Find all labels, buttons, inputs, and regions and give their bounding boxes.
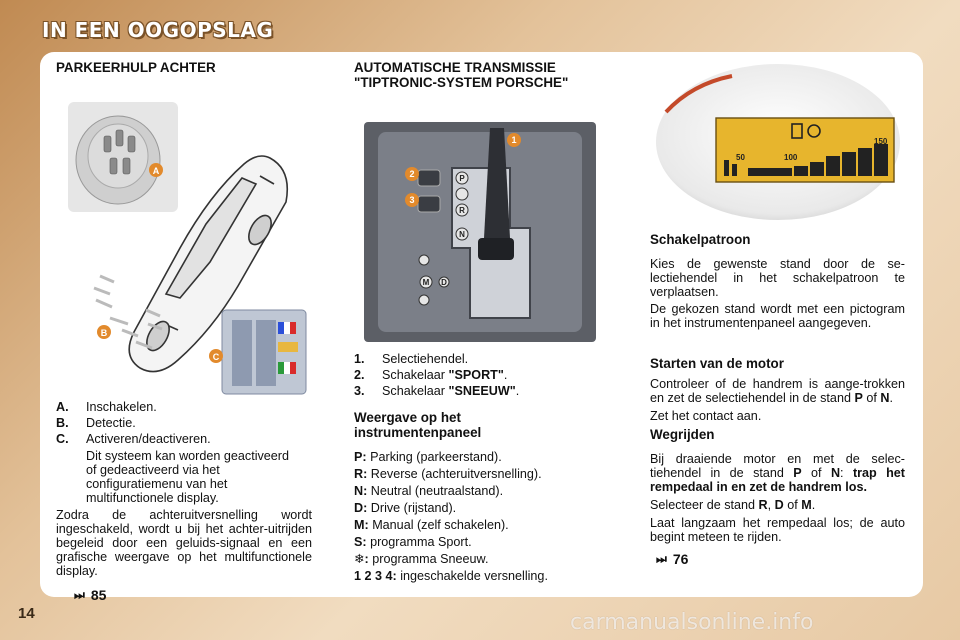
mode-d: D: Drive (rijstand). bbox=[354, 501, 457, 515]
column-driving bbox=[650, 232, 905, 566]
transmission-heading: AUTOMATISCHE TRANSMISSIE "TIPTRONIC-SYSTEM PORSCHE" bbox=[354, 60, 569, 90]
display-subheading: Weergave op het instrumentenpaneel bbox=[354, 410, 482, 440]
page-ref-arrow-icon: ⏭ bbox=[656, 552, 667, 566]
parking-paragraph: Zodra de achteruitversnelling wordt ingeschakeld, wordt u bij het achter-uitrijden begeleid door een geluids-signaal en een grafische weergave op het multifunctionele display. bbox=[56, 508, 312, 578]
display-100: 100 bbox=[784, 153, 798, 162]
shift-pattern-heading: Schakelpatroon bbox=[650, 232, 751, 247]
mode-snow: ❄: programma Sneeuw. bbox=[354, 552, 489, 566]
item-a-key: A. bbox=[56, 400, 69, 414]
parking-text bbox=[56, 400, 312, 602]
mode-m: M: Manual (zelf schakelen). bbox=[354, 518, 509, 532]
start-engine-heading: Starten van de motor bbox=[650, 356, 784, 371]
transmission-text bbox=[354, 352, 604, 583]
page-ref-arrow-icon: ⏭ bbox=[74, 588, 85, 602]
num-item-3 bbox=[354, 384, 604, 398]
page-ref-76[interactable] bbox=[650, 552, 905, 566]
watermark: carmanualsonline.info bbox=[570, 610, 814, 635]
mode-list bbox=[354, 450, 604, 583]
page-number: 14 bbox=[18, 605, 35, 622]
parking-illustration bbox=[60, 98, 318, 400]
page-ref-76-number: 76 bbox=[672, 551, 689, 567]
num-item-2 bbox=[354, 368, 604, 382]
column-parking-assist bbox=[56, 60, 312, 83]
mode-r: R: Reverse (achteruitversnelling). bbox=[354, 467, 542, 481]
num-item-3-key: 3. bbox=[354, 384, 365, 398]
start-engine-p1: Controleer of de handrem is aange-trokken en zet de selectiehendel in de stand P of N. bbox=[650, 377, 905, 405]
page-ref-85[interactable] bbox=[56, 588, 312, 602]
mode-n: N: Neutral (neutraalstand). bbox=[354, 484, 504, 498]
page-title: IN EEN OOGOPSLAG bbox=[42, 18, 274, 42]
shifter-letter-m: M bbox=[422, 278, 430, 287]
label-b: B bbox=[100, 328, 108, 338]
item-a bbox=[56, 400, 312, 414]
num-item-2-end: . bbox=[503, 368, 508, 382]
num-item-1-key: 1. bbox=[354, 352, 365, 366]
shift-pattern-p2: De gekozen stand wordt met een pictogram in het instrumentenpaneel aangegeven. bbox=[650, 302, 905, 330]
num-item-1-text: Selectiehendel. bbox=[382, 352, 469, 366]
shifter-letter-p: P bbox=[459, 174, 465, 183]
label-a: A bbox=[152, 166, 160, 176]
mode-gears: 1 2 3 4: ingeschakelde versnelling. bbox=[354, 569, 548, 583]
item-c-key: C. bbox=[56, 432, 69, 446]
label-1: 1 bbox=[511, 135, 517, 145]
shifter-letter-d: D bbox=[441, 278, 447, 287]
label-c: C bbox=[212, 352, 220, 362]
display-150: 150 bbox=[874, 137, 888, 146]
drive-off-p2: Selecteer de stand R, D of M. bbox=[650, 498, 816, 512]
item-a-text: Inschakelen. bbox=[86, 400, 157, 414]
shifter-letter-r: R bbox=[459, 206, 465, 215]
item-c-text: Activeren/deactiveren. bbox=[86, 432, 211, 446]
column-transmission bbox=[354, 60, 604, 90]
num-item-1 bbox=[354, 352, 604, 366]
shifter-illustration bbox=[360, 118, 600, 346]
drive-off-p3: Laat langzaam het rempedaal los; de auto begint meteen te rijden. bbox=[650, 516, 905, 544]
num-item-3-bold: "SNEEUW" bbox=[448, 384, 516, 398]
item-c-detail: Dit systeem kan worden geactiveerd of gedeactiveerd via het configuratiemenu van het multifunctionele display. bbox=[86, 449, 289, 505]
item-b bbox=[56, 416, 312, 430]
num-item-3-end: . bbox=[515, 384, 520, 398]
start-engine-p2: Zet het contact aan. bbox=[650, 409, 762, 423]
page-ref-85-number: 85 bbox=[90, 587, 107, 603]
instrument-display-illustration bbox=[652, 62, 904, 224]
shifter-letter-n: N bbox=[459, 230, 465, 239]
item-b-key: B. bbox=[56, 416, 69, 430]
drive-off-heading: Wegrijden bbox=[650, 427, 715, 442]
num-item-2-text: Schakelaar bbox=[382, 368, 449, 382]
mode-p: P: Parking (parkeerstand). bbox=[354, 450, 502, 464]
num-item-2-key: 2. bbox=[354, 368, 365, 382]
drive-off-p1: Bij draaiende motor en met de selec-tiehendel in de stand P of N: trap het rempedaal in en zet de handrem los. bbox=[650, 452, 905, 494]
snowflake-icon: ❄: bbox=[354, 552, 369, 566]
display-50: 50 bbox=[736, 153, 745, 162]
num-item-3-text: Schakelaar bbox=[382, 384, 449, 398]
mode-s: S: programma Sport. bbox=[354, 535, 472, 549]
parking-heading: PARKEERHULP ACHTER bbox=[56, 60, 216, 75]
num-item-2-bold: "SPORT" bbox=[448, 368, 504, 382]
item-c bbox=[56, 432, 312, 446]
item-b-text: Detectie. bbox=[86, 416, 136, 430]
label-2: 2 bbox=[409, 169, 415, 179]
label-3: 3 bbox=[409, 195, 415, 205]
shift-pattern-p1: Kies de gewenste stand door de se-lectiehendel in het schakelpatroon te verplaatsen. bbox=[650, 257, 905, 299]
